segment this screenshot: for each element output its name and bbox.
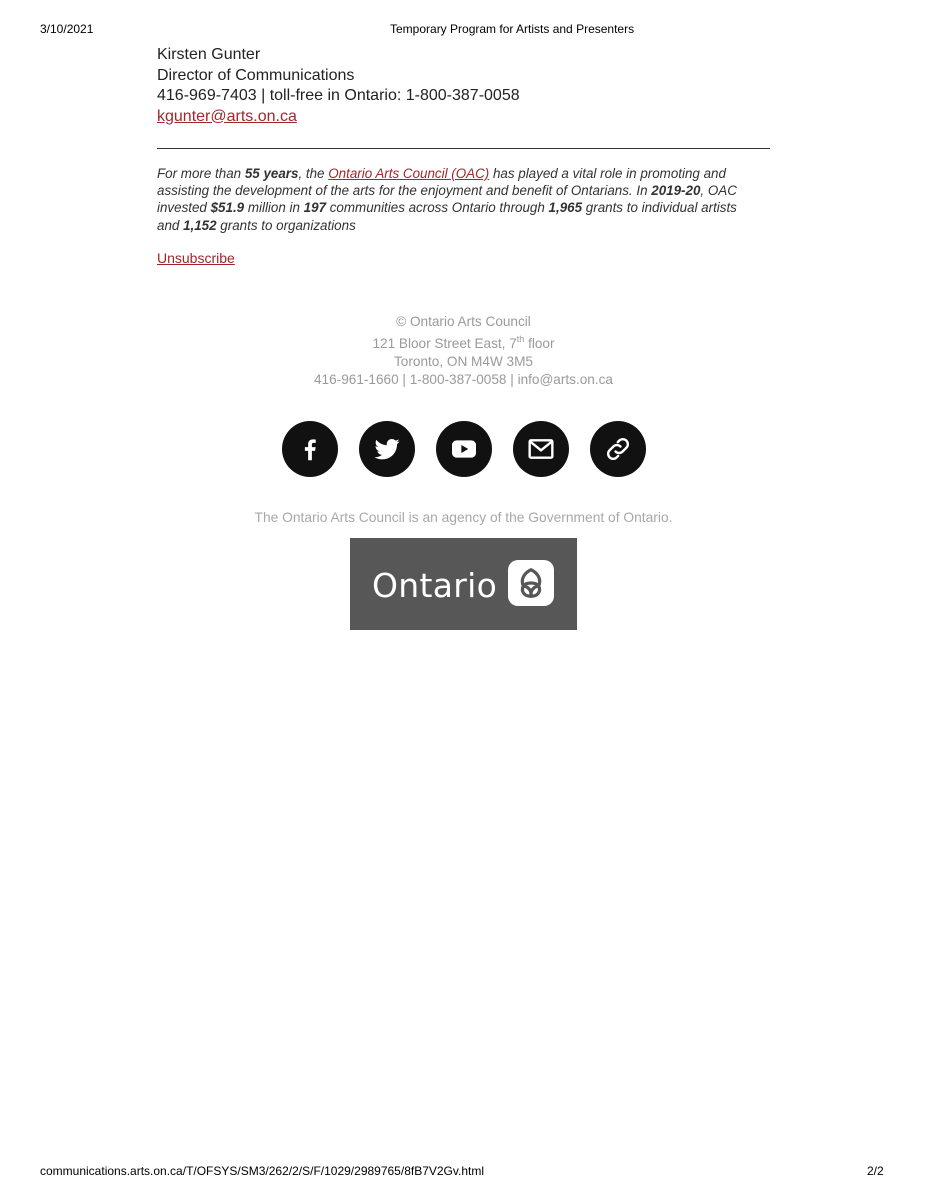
link-icon[interactable] [590,421,646,477]
ontario-logo[interactable] [350,538,577,630]
logo-wordmark: Ontario [372,566,498,605]
copyright: © Ontario Arts Council [396,314,531,329]
print-url: communications.arts.on.ca/T/OFSYS/SM3/262/2/S/F/1029/2989765/8fB7V2Gv.html [40,1164,484,1178]
trillium-icon [508,560,554,606]
contact-role: Director of Communications [157,66,355,84]
footer-address [200,313,727,389]
print-title: Temporary Program for Artists and Presenters [390,22,635,36]
city-postal: Toronto, ON M4W 3M5 [394,354,533,369]
page-number: 2/2 [867,1164,884,1178]
contact-phone: 416-969-7403 | toll-free in Ontario: 1-800-387-0058 [157,87,520,104]
contact-email-link[interactable]: kgunter@arts.on.ca [157,107,297,125]
about-paragraph: For more than 55 years, the Ontario Arts Council (OAC) has played a vital role in promoting and assisting the development of the arts for the enjoyment and benefit of Ontarians. In 2019-20, OAC invested $51.9 million in 197 communities across Ontario through 1,965 grants to individual artists and 1,152 grants to organizations [157,166,737,233]
contact-name: Kirsten Gunter [157,46,261,63]
youtube-icon[interactable] [436,421,492,477]
street-address: 121 Bloor Street East, 7th floor [372,334,555,351]
facebook-icon[interactable] [282,421,338,477]
email-icon[interactable] [513,421,569,477]
print-date: 3/10/2021 [40,22,94,36]
twitter-icon[interactable] [359,421,415,477]
oac-link[interactable]: Ontario Arts Council (OAC) [328,166,490,181]
unsubscribe-link[interactable]: Unsubscribe [157,250,235,266]
contact-block [157,45,520,127]
contact-numbers: 416-961-1660 | 1-800-387-0058 | info@arts.on.ca [314,372,613,387]
agency-note: The Ontario Arts Council is an agency of the Government of Ontario. [254,510,673,525]
divider [157,148,770,149]
